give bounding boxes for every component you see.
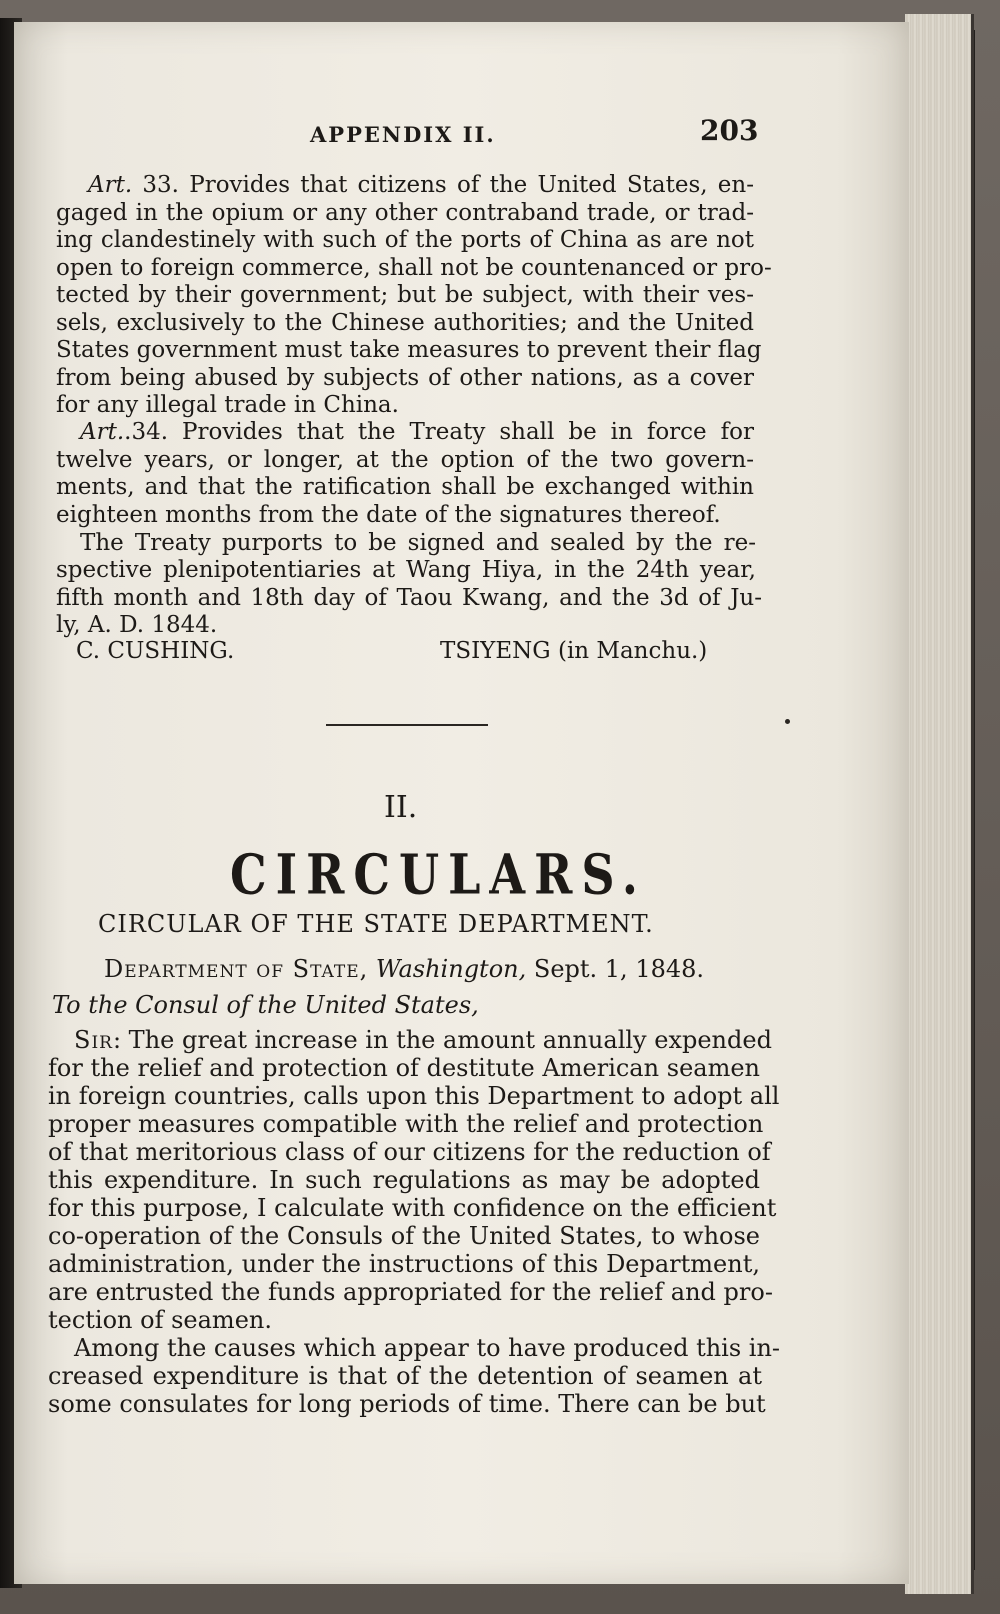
- article-line: from being abused by subjects of other nations, as a cover: [56, 365, 754, 391]
- ink-spot: [785, 719, 790, 724]
- dateline-date: Sept. 1, 1848.: [533, 955, 705, 983]
- letter-line: proper measures compatible with the relief and protection: [48, 1110, 764, 1138]
- article-line: ments, and that the ratification shall be exchanged within: [56, 474, 754, 500]
- letter-line: Sir: The great increase in the amount annually expended: [74, 1026, 772, 1054]
- article-label: Art.: [80, 419, 125, 445]
- letter-line: for the relief and protection of destitute American seamen: [48, 1054, 760, 1082]
- dateline: [104, 955, 704, 983]
- article-line: Art..34. Provides that the Treaty shall be in force for: [80, 419, 754, 445]
- page-edges: [905, 14, 974, 1594]
- page-number: 203: [700, 114, 759, 147]
- letter-line: co-operation of the Consuls of the United States, to whose: [48, 1222, 760, 1250]
- section-title: CIRCULARS.: [230, 842, 647, 907]
- article-line: States government must take measures to prevent their flag: [56, 337, 762, 363]
- article-line: The Treaty purports to be signed and sealed by the re-: [80, 530, 756, 556]
- letter-line: some consulates for long periods of time. There can be but: [48, 1390, 766, 1418]
- dateline-place: Washington,: [375, 955, 527, 983]
- article-line: spective plenipotentiaries at Wang Hiya, in the 24th year,: [56, 557, 756, 583]
- signatory-right: TSIYENG (in Manchu.): [440, 638, 708, 664]
- section-number: II.: [384, 790, 418, 825]
- letter-line: in foreign countries, calls upon this Department to adopt all: [48, 1082, 780, 1110]
- letter-line: Among the causes which appear to have produced this in-: [74, 1334, 781, 1362]
- letter-line: are entrusted the funds appropriated for the relief and pro-: [48, 1278, 773, 1306]
- signatory-left: C. CUSHING.: [76, 638, 235, 664]
- article-line: Art. 33. Provides that citizens of the United States, en-: [88, 172, 754, 198]
- article-line: open to foreign commerce, shall not be countenanced or pro-: [56, 255, 772, 281]
- letter-line: of that meritorious class of our citizens for the reduction of: [48, 1138, 771, 1166]
- article-line: sels, exclusively to the Chinese authorities; and the United: [56, 310, 754, 336]
- section-subtitle: CIRCULAR OF THE STATE DEPARTMENT.: [98, 910, 654, 938]
- dateline-department: Department of State,: [104, 955, 369, 983]
- article-line: eighteen months from the date of the signatures thereof.: [56, 502, 721, 528]
- letter-line: creased expenditure is that of the detention of seamen at: [48, 1362, 762, 1390]
- article-line: tected by their government; but be subject, with their ves-: [56, 282, 754, 308]
- letter-line: this expenditure. In such regulations as may be adopted: [48, 1166, 760, 1194]
- article-line: ly, A. D. 1844.: [56, 612, 218, 638]
- article-line: twelve years, or longer, at the option of the two govern-: [56, 447, 754, 473]
- article-label: Art.: [88, 172, 133, 198]
- section-divider: [326, 724, 488, 726]
- running-head: APPENDIX II.: [310, 122, 496, 147]
- article-line: for any illegal trade in China.: [56, 392, 399, 418]
- article-line: gaged in the opium or any other contraband trade, or trad-: [56, 200, 754, 226]
- article-line: fifth month and 18th day of Taou Kwang, and the 3d of Ju-: [56, 585, 762, 611]
- letter-line: for this purpose, I calculate with confidence on the efficient: [48, 1194, 777, 1222]
- salutation: To the Consul of the United States,: [52, 991, 479, 1019]
- salutation-sir: Sir: [74, 1026, 113, 1054]
- letter-line: administration, under the instructions of this Department,: [48, 1250, 760, 1278]
- letter-line: tection of seamen.: [48, 1306, 272, 1334]
- article-line: ing clandestinely with such of the ports of China as are not: [56, 227, 754, 253]
